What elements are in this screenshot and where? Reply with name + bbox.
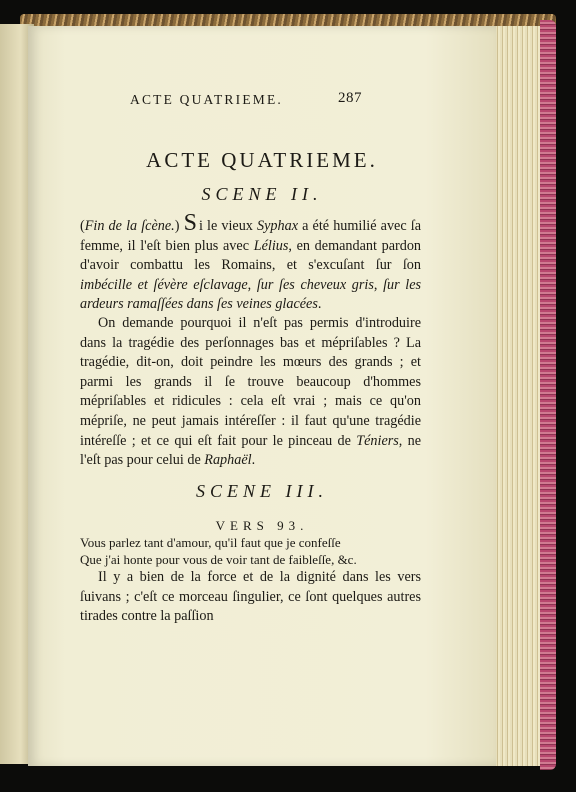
- text-run: , en demandant pardon d'avoir combattu les Romains, et s'excuſant ſur ſon: [80, 237, 422, 274]
- running-head-title: ACTE QUATRIEME.: [130, 92, 283, 107]
- verse-reference: VERS 93.: [215, 518, 309, 533]
- page-number: 287: [338, 90, 362, 106]
- quotation: imbécille et ſévère eſclavage: [80, 276, 248, 293]
- paragraph: [80, 210, 422, 315]
- text-run: .: [251, 452, 256, 469]
- text-run: , ne l'eſt pas pour celui de: [80, 432, 421, 469]
- text-run: .: [317, 296, 322, 313]
- text-run: ,: [247, 276, 257, 293]
- drop-cap: S: [183, 210, 199, 236]
- stage-note-bracket: (: [80, 218, 85, 234]
- quotation: ſur ſes cheveux gris: [256, 276, 374, 293]
- verse-line: Vous parlez tant d'amour, qu'il faut que je confeſſe: [80, 535, 341, 550]
- text-run: On demande pourquoi il n'eſt pas permis d'introduire dans la tragédie des perſonnages bas et mépriſables ? La tragédie, dit-on, doit peindre les mœurs des grands ; et parmi les grands il ſe trouve beaucoup d'hommes mépriſables et ridicules : cela eſt vrai ; mais ce qu'on mépriſe, ne peut jamais intéreſſer : il faut qu'une tragédie intéreſſe ; et ce qui eſt fait pour le pinceau de: [80, 315, 421, 449]
- text-run: a été humilié avec ſa femme, il l'eſt bien plus avec: [80, 218, 422, 254]
- verse-line: Que j'ai honte pour vous de voir tant de faibleſſe, &c.: [80, 552, 357, 567]
- scene-heading: SCENE III.: [196, 481, 328, 501]
- marbled-board-edge: [540, 20, 556, 770]
- act-title: ACTE QUATRIEME.: [146, 148, 378, 172]
- book-page: [28, 26, 496, 766]
- paragraph: Il y a bien de la force et de la dignité dans les vers ſuivans ; c'eſt ce morceau ſingulier, ce ſont quelques autres tirades contre la paſſion: [80, 569, 421, 625]
- character-name: Lélius: [253, 237, 289, 254]
- stage-note-bracket: ): [174, 218, 180, 234]
- character-name: Syphax: [257, 218, 298, 234]
- painter-name: Raphaël: [204, 452, 252, 469]
- text-run: ,: [373, 276, 384, 293]
- paragraph: [80, 314, 421, 471]
- painter-name: Téniers: [356, 432, 399, 449]
- scene-heading: SCENE II.: [201, 184, 323, 204]
- quotation: ſur les ardeurs ramaſſées dans ſes veines glacées: [80, 276, 422, 313]
- text-run: i le vieux: [198, 218, 258, 234]
- stage-note: Fin de la ſcène.: [84, 218, 175, 234]
